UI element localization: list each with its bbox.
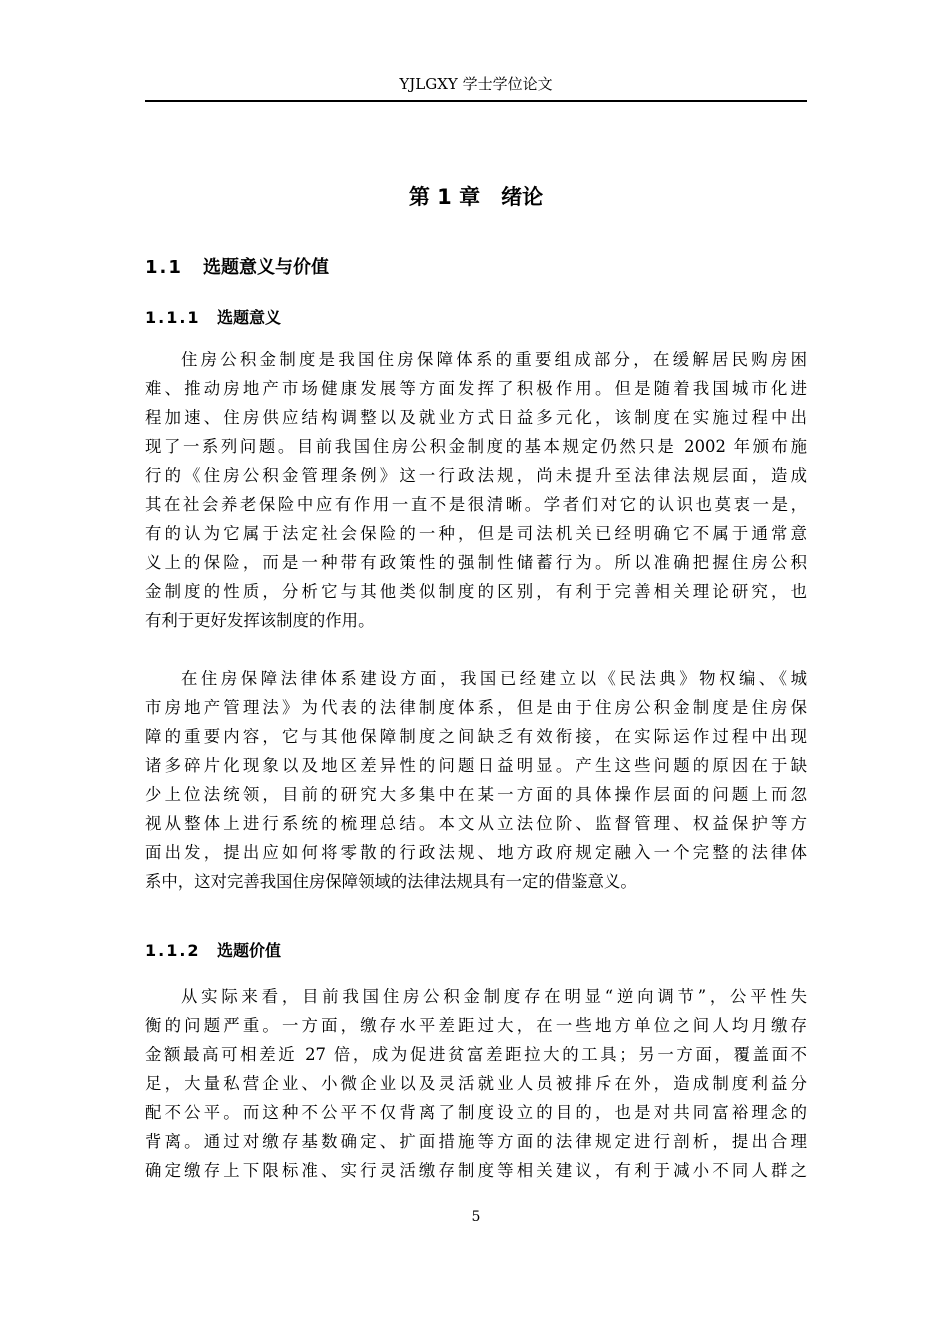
- body-paragraph-1: [145, 345, 807, 635]
- section-heading-1-1-1: [145, 306, 281, 330]
- section-heading-1-1: [145, 255, 329, 281]
- paragraph-line: 现了一系列问题。目前我国住房公积金制度的基本规定仍然只是 2002 年颁布施: [145, 437, 807, 456]
- section-title: 选题价值: [217, 941, 282, 960]
- paragraph-line: 义上的保险，而是一种带有政策性的强制性储蓄行为。所以准确把握住房公积: [145, 553, 807, 572]
- paragraph-line: 确定缴存上下限标准、实行灵活缴存制度等相关建议，有利于减小不同人群之: [145, 1161, 807, 1180]
- body-paragraph-3: [145, 982, 807, 1185]
- paragraph-line: 有的认为它属于法定社会保险的一种，但是司法机关已经明确它不属于通常意: [145, 524, 807, 543]
- paragraph-line: 视从整体上进行系统的梳理总结。本文从立法位阶、监督管理、权益保护等方: [145, 814, 807, 833]
- paragraph-line: 从实际来看，目前我国住房公积金制度存在明显“逆向调节”，公平性失: [181, 987, 807, 1006]
- paragraph-line: 住房公积金制度是我国住房保障体系的重要组成部分，在缓解居民购房困: [181, 350, 807, 369]
- paragraph-line: 有利于更好发挥该制度的作用。: [145, 611, 375, 630]
- paragraph-line: 系中，这对完善我国住房保障领域的法律法规具有一定的借鉴意义。: [145, 872, 637, 891]
- paragraph-line: 金制度的性质，分析它与其他类似制度的区别，有利于完善相关理论研究，也: [145, 582, 807, 601]
- paragraph-line: 面出发，提出应如何将零散的行政法规、地方政府规定融入一个完整的法律体: [145, 843, 807, 862]
- paragraph-line: 衡的问题严重。一方面，缴存水平差距过大，在一些地方单位之间人均月缴存: [145, 1016, 807, 1035]
- header-rule: [145, 100, 807, 102]
- section-heading-1-1-2: [145, 939, 281, 963]
- section-number: 1.1.2: [145, 941, 201, 960]
- paragraph-line: 市房地产管理法》为代表的法律制度体系，但是由于住房公积金制度是住房保: [145, 698, 807, 717]
- paragraph-line: 在住房保障法律体系建设方面，我国已经建立以《民法典》物权编、《城: [181, 669, 807, 688]
- section-title: 选题意义与价值: [203, 257, 329, 278]
- paragraph-line: 足，大量私营企业、小微企业以及灵活就业人员被排斥在外，造成制度利益分: [145, 1074, 807, 1093]
- paragraph-line: 其在社会养老保险中应有作用一直不是很清晰。学者们对它的认识也莫衷一是，: [145, 495, 807, 514]
- section-number: 1.1: [145, 257, 183, 278]
- paragraph-line: 少上位法统领，目前的研究大多集中在某一方面的具体操作层面的问题上而忽: [145, 785, 807, 804]
- paragraph-line: 配不公平。而这种不公平不仅背离了制度设立的目的，也是对共同富裕理念的: [145, 1103, 807, 1122]
- chapter-title: 第 1 章 绪论: [408, 185, 544, 209]
- paragraph-line: 诸多碎片化现象以及地区差异性的问题日益明显。产生这些问题的原因在于缺: [145, 756, 807, 775]
- section-number: 1.1.1: [145, 308, 201, 327]
- body-paragraph-2: [145, 664, 807, 896]
- paragraph-line: 程加速、住房供应结构调整以及就业方式日益多元化，该制度在实施过程中出: [145, 408, 807, 427]
- paragraph-line: 障的重要内容，它与其他保障制度之间缺乏有效衔接，在实际运作过程中出现: [145, 727, 807, 746]
- running-header: YJLGXY 学士学位论文: [399, 75, 553, 93]
- page-number: 5: [471, 1209, 481, 1225]
- section-title: 选题意义: [217, 308, 282, 327]
- paragraph-line: 难、推动房地产市场健康发展等方面发挥了积极作用。但是随着我国城市化进: [145, 379, 807, 398]
- paragraph-line: 行的《住房公积金管理条例》这一行政法规，尚未提升至法律法规层面，造成: [145, 466, 807, 485]
- paragraph-line: 金额最高可相差近 27 倍，成为促进贫富差距拉大的工具；另一方面，覆盖面不: [145, 1045, 807, 1064]
- paragraph-line: 背离。通过对缴存基数确定、扩面措施等方面的法律规定进行剖析，提出合理: [145, 1132, 807, 1151]
